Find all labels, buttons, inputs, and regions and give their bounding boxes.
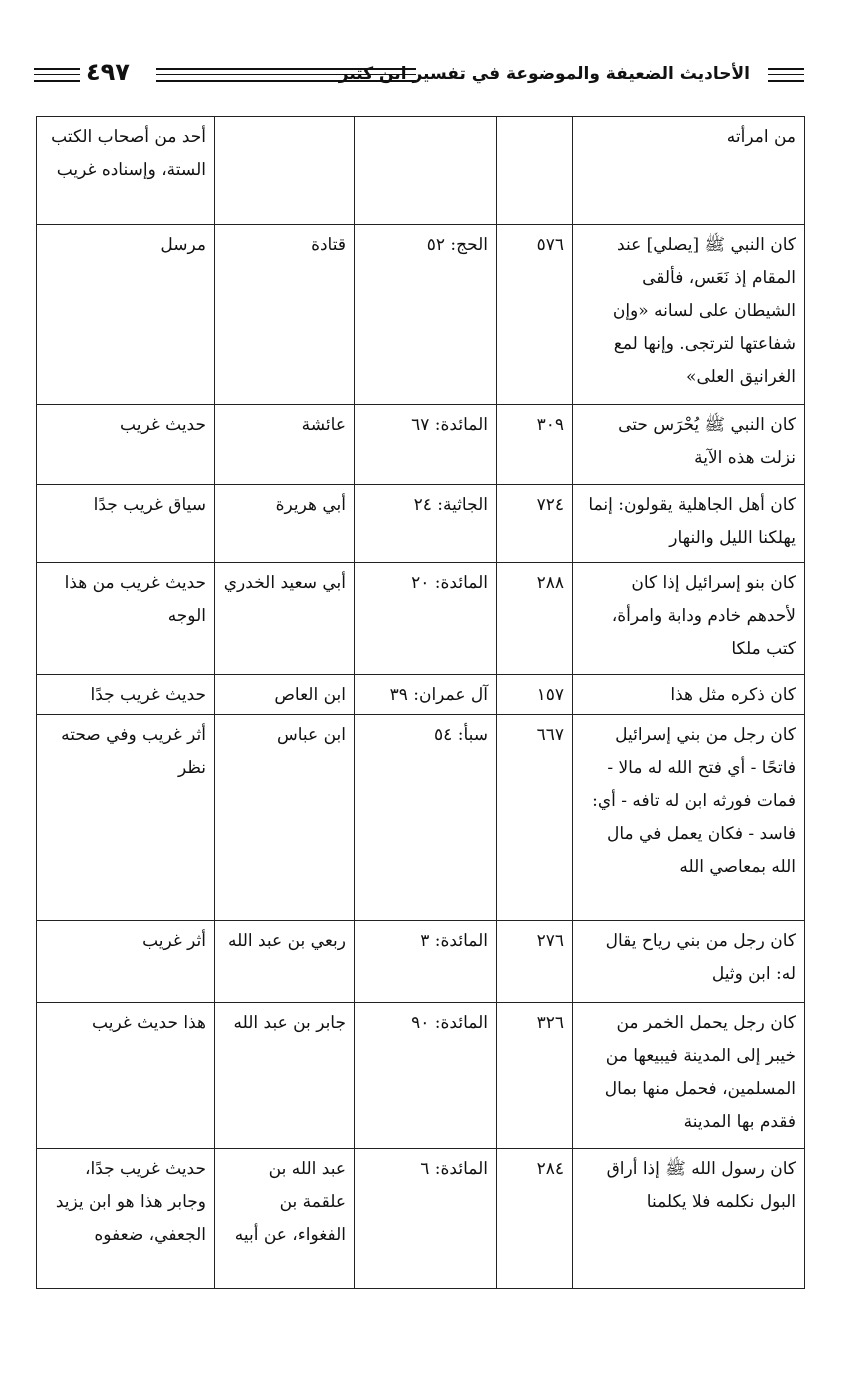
hadith-text-cell: كان النبي ﷺ [يصلي] عند المقام إذ نَعَس، فألقى الشيطان على لسانه «وإن شفاعتها لترتجى. وإنها لمع الغرانيق العلى» <box>573 225 805 405</box>
table-row <box>37 715 805 921</box>
surah-reference-cell: المائدة: ٢٠ <box>355 563 497 675</box>
narrator-cell: قتادة <box>215 225 355 405</box>
header-rule <box>156 74 416 75</box>
header-rule <box>34 74 80 75</box>
hadith-table <box>36 116 805 1289</box>
hadith-number-cell: ٣٠٩ <box>497 405 573 485</box>
narrator-cell: أبي هريرة <box>215 485 355 563</box>
hadith-number-cell: ٢٧٦ <box>497 921 573 1003</box>
table-row <box>37 225 805 405</box>
surah-reference-cell: المائدة: ٣ <box>355 921 497 1003</box>
header-rule <box>768 74 804 75</box>
hadith-text-cell: كان ذكره مثل هذا <box>573 675 805 715</box>
hadith-number-cell: ١٥٧ <box>497 675 573 715</box>
grade-cell: حديث غريب <box>37 405 215 485</box>
surah-reference-cell: الحج: ٥٢ <box>355 225 497 405</box>
surah-reference-cell: آل عمران: ٣٩ <box>355 675 497 715</box>
grade-cell: حديث غريب من هذا الوجه <box>37 563 215 675</box>
header-rule <box>768 80 804 82</box>
page-number: ٤٩٧ <box>86 58 130 86</box>
grade-cell: أحد من أصحاب الكتب الستة، وإسناده غريب <box>37 117 215 225</box>
table-row <box>37 485 805 563</box>
narrator-cell: ابن العاص <box>215 675 355 715</box>
hadith-text-cell: كان النبي ﷺ يُحْرَس حتى نزلت هذه الآية <box>573 405 805 485</box>
grade-cell: سياق غريب جدًا <box>37 485 215 563</box>
page-header <box>34 60 804 96</box>
surah-reference-cell: المائدة: ٩٠ <box>355 1003 497 1149</box>
table-row <box>37 405 805 485</box>
table-row <box>37 921 805 1003</box>
narrator-cell: ابن عباس <box>215 715 355 921</box>
surah-reference-cell: المائدة: ٦ <box>355 1149 497 1289</box>
header-rule <box>156 68 416 70</box>
table-row <box>37 1149 805 1289</box>
hadith-text-cell: كان رجل يحمل الخمر من خيبر إلى المدينة فيبيعها من المسلمين، فحمل منها بمال فقدم بها المدينة <box>573 1003 805 1149</box>
grade-cell: هذا حديث غريب <box>37 1003 215 1149</box>
table-row <box>37 117 805 225</box>
hadith-number-cell: ٢٨٤ <box>497 1149 573 1289</box>
grade-cell: حديث غريب جدًا <box>37 675 215 715</box>
narrator-cell: جابر بن عبد الله <box>215 1003 355 1149</box>
header-rule <box>156 80 416 82</box>
hadith-number-cell: ٥٧٦ <box>497 225 573 405</box>
hadith-number-cell: ٧٢٤ <box>497 485 573 563</box>
table-row <box>37 675 805 715</box>
narrator-cell: أبي سعيد الخدري <box>215 563 355 675</box>
hadith-text-cell: كان رجل من بني رياح يقال له: ابن وثيل <box>573 921 805 1003</box>
hadith-text-cell: كان بنو إسرائيل إذا كان لأحدهم خادم ودابة وامرأة، كتب ملكا <box>573 563 805 675</box>
grade-cell: أثر غريب <box>37 921 215 1003</box>
narrator-cell: عائشة <box>215 405 355 485</box>
hadith-number-cell <box>497 117 573 225</box>
surah-reference-cell: الجاثية: ٢٤ <box>355 485 497 563</box>
table-row <box>37 563 805 675</box>
grade-cell: أثر غريب وفي صحته نظر <box>37 715 215 921</box>
hadith-number-cell: ٦٦٧ <box>497 715 573 921</box>
hadith-number-cell: ٢٨٨ <box>497 563 573 675</box>
narrator-cell: عبد الله بن علقمة بن الفغواء، عن أبيه <box>215 1149 355 1289</box>
narrator-cell <box>215 117 355 225</box>
hadith-text-cell: كان رسول الله ﷺ إذا أراق البول نكلمه فلا يكلمنا <box>573 1149 805 1289</box>
hadith-text-cell: كان رجل من بني إسرائيل فاتحًا - أي فتح الله له مالا - فمات فورثه ابن له تافه - أي: فاسد - فكان يعمل في مال الله بمعاصي الله <box>573 715 805 921</box>
header-rule <box>34 80 80 82</box>
header-rule <box>768 68 804 70</box>
surah-reference-cell <box>355 117 497 225</box>
grade-cell: مرسل <box>37 225 215 405</box>
narrator-cell: ربعي بن عبد الله <box>215 921 355 1003</box>
grade-cell: حديث غريب جدًا، وجابر هذا هو ابن يزيد الجعفي، ضعفوه <box>37 1149 215 1289</box>
hadith-number-cell: ٣٢٦ <box>497 1003 573 1149</box>
header-rule <box>34 68 80 70</box>
book-title: الأحاديث الضعيفة والموضوعة في تفسير ابن كثير <box>338 64 750 84</box>
hadith-text-cell: كان أهل الجاهلية يقولون: إنما يهلكنا الليل والنهار <box>573 485 805 563</box>
table-row <box>37 1003 805 1149</box>
surah-reference-cell: المائدة: ٦٧ <box>355 405 497 485</box>
surah-reference-cell: سبأ: ٥٤ <box>355 715 497 921</box>
hadith-text-cell: من امرأته <box>573 117 805 225</box>
